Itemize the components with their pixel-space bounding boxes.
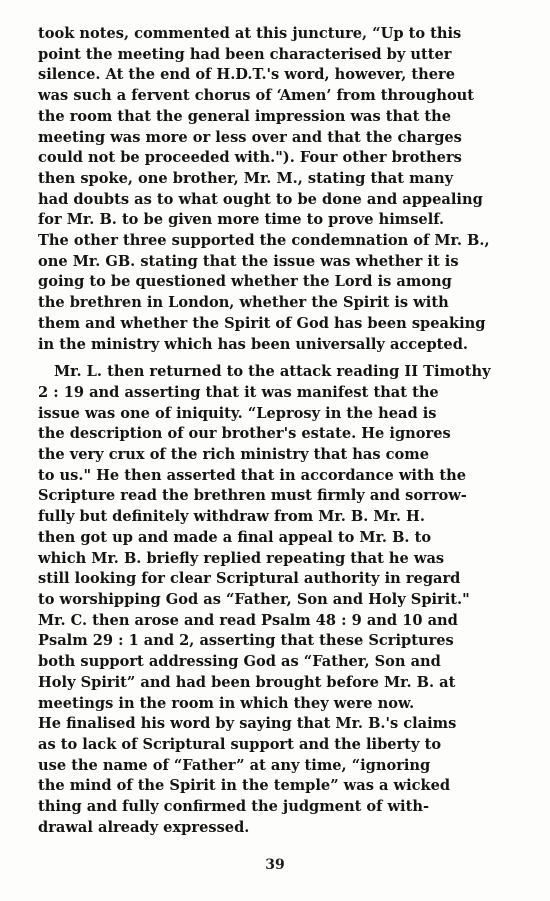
- text-line: 2 : 19 and asserting that it was manifest that the: [38, 383, 439, 401]
- paragraph-2: [38, 362, 516, 838]
- page-number: 39: [265, 857, 285, 873]
- text-line: meetings in the room in which they were now.: [38, 694, 415, 712]
- text-line: one Mr. GB. stating that the issue was whether it is: [38, 252, 459, 270]
- text-line: them and whether the Spirit of God has been speaking: [38, 314, 486, 332]
- text-line: the description of our brother's estate. He ignores: [38, 425, 451, 443]
- text-line: then got up and made a final appeal to Mr. B. to: [38, 528, 432, 546]
- text-line: point the meeting had been characterised by utter: [38, 45, 452, 63]
- text-line: thing and fully confirmed the judgment of with-: [38, 798, 430, 816]
- body-text: [38, 24, 516, 838]
- text-line: the room that the general impression was that the: [38, 107, 452, 125]
- text-line: Mr. C. then arose and read Psalm 48 : 9 and 10 and: [38, 611, 458, 629]
- paragraph-1: [38, 24, 516, 355]
- text-line: which Mr. B. briefly replied repeating that he was: [38, 549, 445, 567]
- text-line: could not be proceeded with."). Four other brothers: [38, 149, 462, 167]
- text-line: going to be questioned whether the Lord is among: [38, 273, 452, 291]
- text-line: meeting was more or less over and that the charges: [38, 128, 462, 146]
- text-line: Mr. L. then returned to the attack reading II Timothy: [54, 363, 491, 381]
- text-line: drawal already expressed.: [38, 818, 250, 836]
- text-line: as to lack of Scriptural support and the liberty to: [38, 735, 442, 753]
- text-line: the mind of the Spirit in the temple” was a wicked: [38, 777, 451, 795]
- text-line: issue was one of iniquity. “Leprosy in the head is: [38, 404, 437, 422]
- text-line: then spoke, one brother, Mr. M., stating that many: [38, 169, 454, 187]
- text-line: both support addressing God as “Father, Son and: [38, 653, 441, 671]
- text-line: Psalm 29 : 1 and 2, asserting that these Scriptures: [38, 632, 454, 650]
- text-line: to us." He then asserted that in accordance with the: [38, 466, 467, 484]
- text-line: use the name of “Father” at any time, “ignoring: [38, 756, 431, 774]
- text-line: took notes, commented at this juncture, “Up to this: [38, 25, 462, 42]
- text-line: the very crux of the rich ministry that has come: [38, 446, 430, 464]
- text-line: Scripture read the brethren must firmly and sorrow-: [38, 487, 467, 505]
- text-line: The other three supported the condemnation of Mr. B.,: [38, 232, 490, 250]
- text-line: He finalised his word by saying that Mr. B.'s claims: [38, 715, 457, 733]
- text-line: the brethren in London, whether the Spirit is with: [38, 294, 449, 312]
- text-line: silence. At the end of H.D.T.'s word, however, there: [38, 66, 456, 84]
- paragraph-spacer: [38, 355, 516, 362]
- text-line: for Mr. B. to be given more time to prove himself.: [38, 211, 445, 229]
- text-line: in the ministry which has been universally accepted.: [38, 335, 468, 353]
- text-line: was such a fervent chorus of ‘Amen’ from throughout: [38, 87, 475, 105]
- text-line: had doubts as to what ought to be done and appealing: [38, 190, 483, 208]
- text-line: to worshipping God as “Father, Son and Holy Spirit.": [38, 590, 470, 608]
- text-line: fully but definitely withdraw from Mr. B. Mr. H.: [38, 508, 425, 526]
- text-line: still looking for clear Scriptural authority in regard: [38, 570, 461, 588]
- text-line: Holy Spirit” and had been brought before Mr. B. at: [38, 673, 456, 691]
